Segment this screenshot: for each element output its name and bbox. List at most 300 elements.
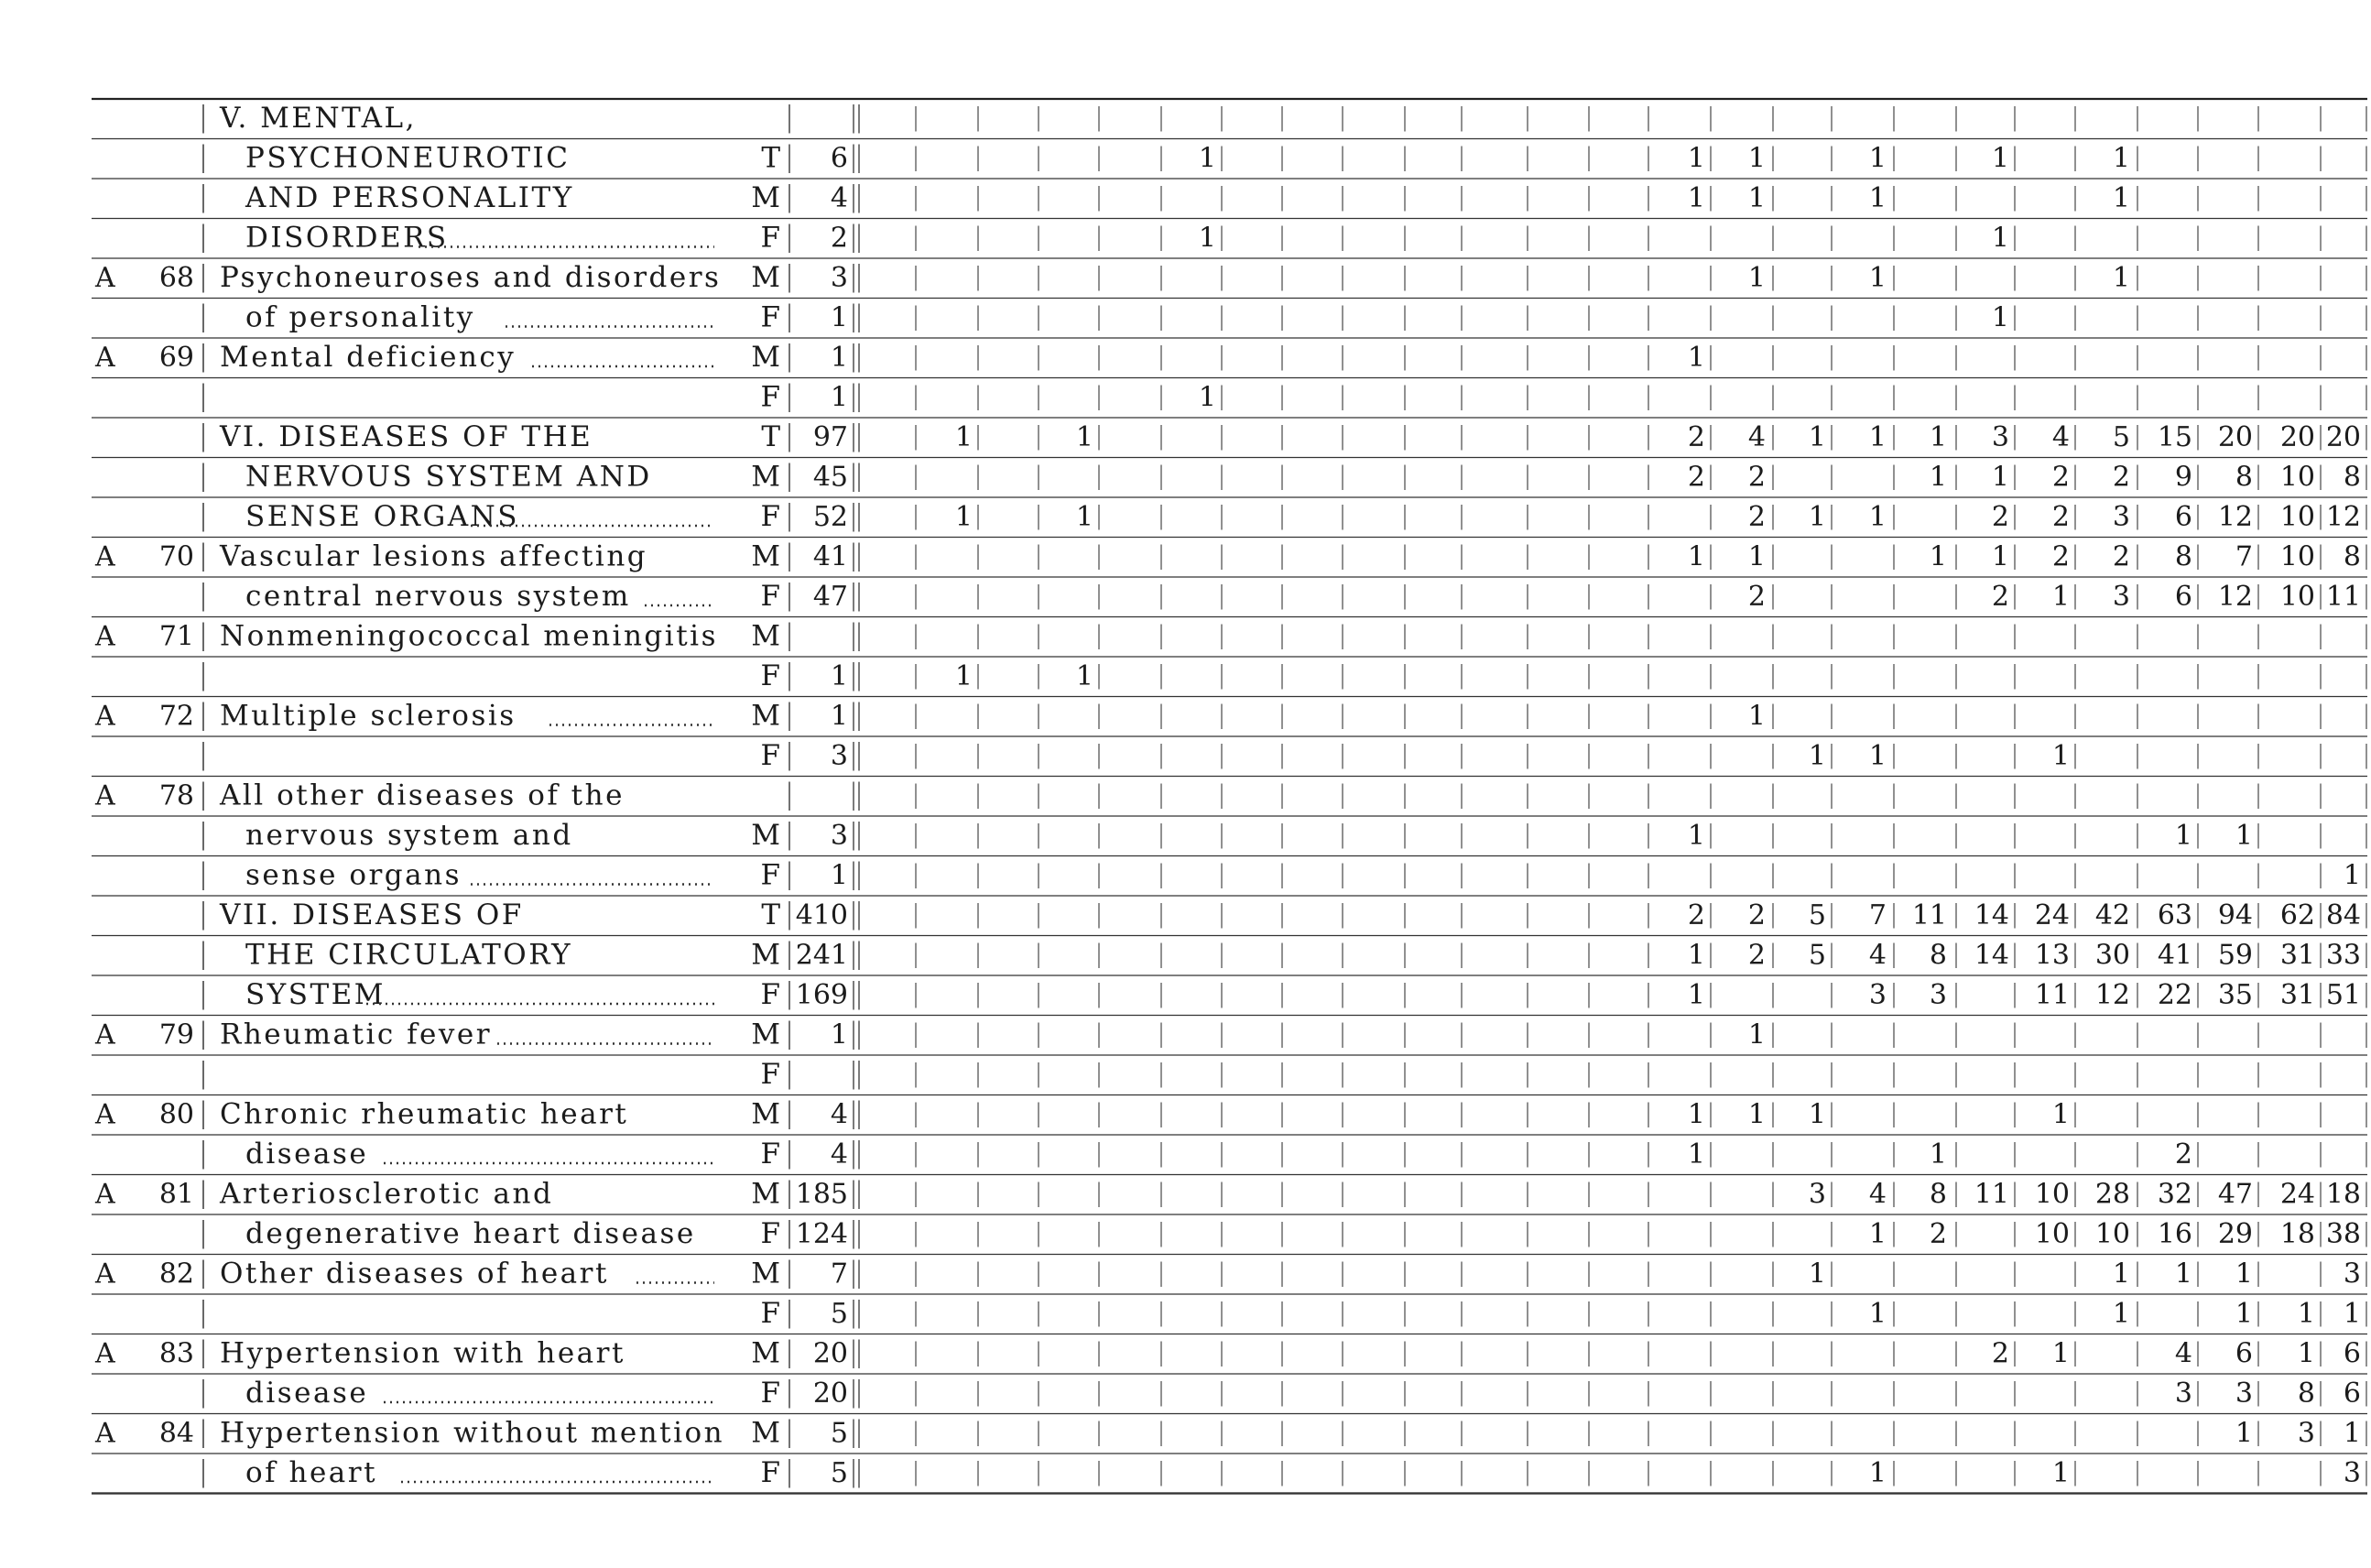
- age-count-cell: 1: [2297, 1298, 2315, 1330]
- age-count-cell: 1: [1075, 421, 1093, 453]
- age-count-cell: 1: [1687, 979, 1705, 1011]
- total-count: 4: [830, 1098, 848, 1131]
- age-count-cell: 1: [954, 421, 973, 453]
- age-count-cell: 2: [2051, 540, 2070, 573]
- table-row: [92, 859, 2367, 897]
- sex-code: T: [761, 420, 780, 453]
- table-row: [92, 939, 2367, 976]
- table-row: [92, 1456, 2367, 1494]
- age-count-cell: 1: [1198, 381, 1216, 414]
- total-count: 1: [830, 700, 848, 733]
- age-count-cell: 2: [1747, 939, 1766, 972]
- age-count-cell: 24: [2034, 899, 2070, 931]
- table-row: [92, 420, 2367, 458]
- table-row: [92, 779, 2367, 817]
- total-count: 20: [812, 1377, 848, 1410]
- sex-code: M: [751, 1257, 780, 1290]
- cause-label: SENSE ORGANS: [245, 500, 519, 533]
- table-row: [92, 819, 2367, 856]
- table-row: [92, 102, 2367, 139]
- row-code-letter: A: [95, 262, 115, 294]
- cause-label: Psychoneuroses and disorders: [220, 261, 722, 294]
- age-count-cell: 8: [2297, 1377, 2315, 1410]
- row-code-letter: A: [95, 1098, 115, 1131]
- table-row: [92, 461, 2367, 498]
- sex-code: M: [751, 1097, 780, 1131]
- age-count-cell: 15: [2157, 421, 2192, 453]
- age-count-cell: 4: [1747, 421, 1766, 453]
- table-row: [92, 580, 2367, 617]
- age-count-cell: 14: [1974, 899, 2009, 931]
- age-count-cell: 2: [2051, 461, 2070, 494]
- total-count: 3: [830, 820, 848, 852]
- total-count: 47: [812, 581, 848, 613]
- cause-label: disease: [245, 1377, 369, 1410]
- age-count-cell: 3: [1929, 979, 1947, 1011]
- total-count: 410: [795, 899, 848, 931]
- age-count-cell: 2: [2174, 1138, 2192, 1171]
- cause-label: nervous system and: [245, 819, 573, 852]
- age-count-cell: 2: [1687, 899, 1705, 931]
- age-count-cell: 10: [2094, 1218, 2130, 1250]
- age-count-cell: 8: [1929, 939, 1947, 972]
- age-count-cell: 22: [2157, 979, 2192, 1011]
- cause-label: V. MENTAL,: [220, 102, 417, 135]
- age-count-cell: 2: [1929, 1218, 1947, 1250]
- age-count-cell: 59: [2217, 939, 2253, 972]
- age-count-cell: 38: [2325, 1218, 2361, 1250]
- age-count-cell: 2: [1747, 899, 1766, 931]
- age-count-cell: 2: [1687, 461, 1705, 494]
- sex-code: M: [751, 619, 780, 653]
- age-count-cell: 1: [1929, 540, 1947, 573]
- sex-code: F: [760, 659, 780, 692]
- cause-label: NERVOUS SYSTEM AND: [245, 460, 652, 494]
- table-row: [92, 1018, 2367, 1056]
- age-count-cell: 41: [2157, 939, 2192, 972]
- sex-code: F: [760, 221, 780, 255]
- age-count-cell: 1: [1868, 1457, 1887, 1489]
- total-count: 1: [830, 342, 848, 374]
- age-count-cell: 2: [2112, 540, 2130, 573]
- total-count: 1: [830, 301, 848, 334]
- age-count-cell: 14: [1974, 939, 2009, 972]
- age-count-cell: 1: [2112, 142, 2130, 175]
- row-code-letter: A: [95, 540, 115, 573]
- total-count: 20: [812, 1337, 848, 1370]
- age-count-cell: 1: [1991, 301, 2009, 334]
- age-count-cell: 10: [2279, 501, 2315, 533]
- age-count-cell: 1: [2343, 1298, 2361, 1330]
- age-count-cell: 3: [2112, 501, 2130, 533]
- sex-code: M: [751, 699, 780, 733]
- age-count-cell: 4: [1868, 1178, 1887, 1211]
- age-count-cell: 20: [2217, 421, 2253, 453]
- age-count-cell: 12: [2217, 581, 2253, 613]
- age-count-cell: 4: [1868, 939, 1887, 972]
- total-count: 5: [830, 1298, 848, 1330]
- age-count-cell: 18: [2325, 1178, 2361, 1211]
- age-count-cell: 1: [1687, 182, 1705, 214]
- age-count-cell: 1: [2235, 1258, 2253, 1290]
- age-count-cell: 8: [2235, 461, 2253, 494]
- age-count-cell: 1: [2174, 820, 2192, 852]
- age-count-cell: 3: [2112, 581, 2130, 613]
- row-code-letter: A: [95, 620, 115, 653]
- row-code-number: 83: [158, 1337, 194, 1370]
- age-count-cell: 2: [1747, 581, 1766, 613]
- age-count-cell: 28: [2094, 1178, 2130, 1211]
- table-row: [92, 181, 2367, 219]
- cause-label: Hypertension without mention: [220, 1416, 725, 1450]
- cause-label: THE CIRCULATORY: [245, 938, 573, 972]
- age-count-cell: 1: [1808, 740, 1826, 772]
- row-code-letter: A: [95, 1178, 115, 1211]
- age-count-cell: 10: [2034, 1218, 2070, 1250]
- age-count-cell: 1: [1687, 540, 1705, 573]
- age-count-cell: 29: [2217, 1218, 2253, 1250]
- total-count: 1: [830, 660, 848, 692]
- age-count-cell: 2: [2051, 501, 2070, 533]
- sex-code: F: [760, 1138, 780, 1171]
- age-count-cell: 1: [1075, 501, 1093, 533]
- table-row: [92, 1417, 2367, 1454]
- age-count-cell: 47: [2217, 1178, 2253, 1211]
- age-count-cell: 1: [1929, 421, 1947, 453]
- age-count-cell: 13: [2034, 939, 2070, 972]
- sex-code: F: [760, 500, 780, 533]
- row-code-letter: A: [95, 700, 115, 733]
- age-count-cell: 2: [1747, 501, 1766, 533]
- row-code-letter: A: [95, 1337, 115, 1370]
- sex-code: F: [760, 1297, 780, 1330]
- age-count-cell: 3: [1991, 421, 2009, 453]
- total-count: 5: [830, 1417, 848, 1450]
- table-row: [92, 1377, 2367, 1414]
- total-count: 1: [830, 381, 848, 414]
- table-row: [92, 700, 2367, 737]
- age-count-cell: 1: [1929, 1138, 1947, 1171]
- age-count-cell: 1: [1747, 700, 1766, 733]
- total-count: 3: [830, 262, 848, 294]
- total-count: 41: [812, 540, 848, 573]
- cause-label: of personality: [245, 300, 475, 334]
- age-count-cell: 1: [1687, 342, 1705, 374]
- age-count-cell: 1: [1747, 1018, 1766, 1051]
- age-count-cell: 2: [1747, 461, 1766, 494]
- age-count-cell: 2: [1991, 1337, 2009, 1370]
- age-count-cell: 1: [1808, 501, 1826, 533]
- age-count-cell: 10: [2034, 1178, 2070, 1211]
- age-count-cell: 6: [2235, 1337, 2253, 1370]
- sex-code: M: [751, 1336, 780, 1370]
- age-count-cell: 1: [1929, 461, 1947, 494]
- cause-label: Hypertension with heart: [220, 1336, 625, 1370]
- total-count: 7: [830, 1258, 848, 1290]
- row-code-number: 69: [158, 342, 194, 374]
- age-count-cell: 35: [2217, 979, 2253, 1011]
- age-count-cell: 3: [1868, 979, 1887, 1011]
- table-row: [92, 1138, 2367, 1175]
- total-count: 4: [830, 182, 848, 214]
- row-code-letter: A: [95, 779, 115, 812]
- age-count-cell: 7: [2235, 540, 2253, 573]
- cause-label: disease: [245, 1138, 369, 1171]
- age-count-cell: 3: [2343, 1258, 2361, 1290]
- sex-code: M: [751, 1177, 780, 1211]
- cause-label: DISORDERS: [245, 221, 449, 255]
- table-row: [92, 341, 2367, 378]
- total-count: 6: [830, 142, 848, 175]
- age-count-cell: 3: [2297, 1417, 2315, 1450]
- age-count-cell: 31: [2279, 939, 2315, 972]
- total-count: 5: [830, 1457, 848, 1489]
- age-count-cell: 1: [2297, 1337, 2315, 1370]
- table-row: [92, 261, 2367, 299]
- age-count-cell: 11: [2034, 979, 2070, 1011]
- row-code-number: 79: [158, 1018, 194, 1051]
- total-count: 4: [830, 1138, 848, 1171]
- age-count-cell: 1: [1868, 1218, 1887, 1250]
- table-row: [92, 739, 2367, 777]
- sex-code: M: [751, 181, 780, 214]
- age-count-cell: 8: [2343, 540, 2361, 573]
- cause-label: VI. DISEASES OF THE: [220, 420, 593, 453]
- table-row: [92, 1297, 2367, 1334]
- age-count-cell: 1: [954, 501, 973, 533]
- sex-code: M: [751, 341, 780, 374]
- cause-label: Vascular lesions affecting: [220, 539, 648, 573]
- sex-code: F: [760, 1217, 780, 1250]
- table-row: [92, 1098, 2367, 1136]
- age-count-cell: 31: [2279, 979, 2315, 1011]
- age-count-cell: 32: [2157, 1178, 2192, 1211]
- cause-label: Multiple sclerosis: [220, 699, 517, 733]
- age-count-cell: 6: [2343, 1377, 2361, 1410]
- cause-label: Mental deficiency: [220, 341, 517, 374]
- table-row: [92, 381, 2367, 419]
- age-count-cell: 1: [2112, 1258, 2130, 1290]
- age-count-cell: 42: [2094, 899, 2130, 931]
- age-count-cell: 1: [1991, 461, 2009, 494]
- total-count: 1: [830, 859, 848, 892]
- row-code-letter: A: [95, 342, 115, 374]
- row-code-number: 70: [158, 540, 194, 573]
- age-count-cell: 12: [2325, 501, 2361, 533]
- age-count-cell: 1: [1868, 740, 1887, 772]
- age-count-cell: 1: [954, 660, 973, 692]
- cause-label: of heart: [245, 1456, 378, 1489]
- age-count-cell: 11: [1911, 899, 1947, 931]
- total-count: 52: [812, 501, 848, 533]
- age-count-cell: 1: [2235, 1417, 2253, 1450]
- age-count-cell: 3: [1808, 1178, 1826, 1211]
- row-code-letter: A: [95, 1018, 115, 1051]
- age-count-cell: 63: [2157, 899, 2192, 931]
- total-count: 169: [795, 979, 848, 1011]
- age-count-cell: 1: [2343, 859, 2361, 892]
- age-count-cell: 3: [2174, 1377, 2192, 1410]
- cause-label: PSYCHONEUROTIC: [245, 141, 571, 175]
- cause-label: Nonmeningococcal meningitis: [220, 619, 718, 653]
- age-count-cell: 5: [2112, 421, 2130, 453]
- table-row: [92, 1178, 2367, 1215]
- row-code-letter: A: [95, 1258, 115, 1290]
- sex-code: T: [761, 141, 780, 175]
- age-count-cell: 10: [2279, 461, 2315, 494]
- age-count-cell: 51: [2325, 979, 2361, 1011]
- table-row: [92, 978, 2367, 1016]
- sex-code: M: [751, 1018, 780, 1051]
- age-count-cell: 5: [1808, 899, 1826, 931]
- table-row: [92, 1058, 2367, 1095]
- age-count-cell: 8: [2343, 461, 2361, 494]
- age-count-cell: 1: [1991, 142, 2009, 175]
- total-count: 97: [812, 421, 848, 453]
- age-count-cell: 1: [2112, 182, 2130, 214]
- age-count-cell: 4: [2051, 421, 2070, 453]
- table-row: [92, 659, 2367, 697]
- row-code-number: 81: [158, 1178, 194, 1211]
- sex-code: T: [761, 898, 780, 931]
- row-code-number: 71: [158, 620, 194, 653]
- cause-label: VII. DISEASES OF: [220, 898, 524, 931]
- age-count-cell: 11: [2325, 581, 2361, 613]
- row-code-number: 80: [158, 1098, 194, 1131]
- age-count-cell: 2: [2112, 461, 2130, 494]
- table-row: [92, 540, 2367, 578]
- age-count-cell: 84: [2325, 899, 2361, 931]
- cause-label: central nervous system: [245, 580, 631, 613]
- age-count-cell: 11: [1974, 1178, 2009, 1211]
- age-count-cell: 1: [1808, 1258, 1826, 1290]
- sex-code: F: [760, 300, 780, 334]
- sex-code: M: [751, 460, 780, 494]
- age-count-cell: 1: [1991, 222, 2009, 255]
- age-count-cell: 6: [2174, 581, 2192, 613]
- age-count-cell: 1: [1868, 142, 1887, 175]
- table-row: [92, 1217, 2367, 1255]
- total-count: 3: [830, 740, 848, 772]
- total-count: 1: [830, 1018, 848, 1051]
- age-count-cell: 1: [1198, 222, 1216, 255]
- sex-code: F: [760, 1456, 780, 1489]
- age-count-cell: 1: [2051, 740, 2070, 772]
- total-count: 124: [795, 1218, 848, 1250]
- age-count-cell: 1: [1075, 660, 1093, 692]
- sex-code: F: [760, 1058, 780, 1091]
- age-count-cell: 33: [2325, 939, 2361, 972]
- sex-code: F: [760, 858, 780, 892]
- age-count-cell: 10: [2279, 540, 2315, 573]
- sex-code: M: [751, 539, 780, 573]
- age-count-cell: 18: [2279, 1218, 2315, 1250]
- age-count-cell: 1: [2235, 1298, 2253, 1330]
- age-count-cell: 1: [1868, 182, 1887, 214]
- age-count-cell: 2: [1991, 581, 2009, 613]
- age-count-cell: 20: [2279, 421, 2315, 453]
- row-code-number: 82: [158, 1258, 194, 1290]
- age-count-cell: 6: [2343, 1337, 2361, 1370]
- cause-label: SYSTEM: [245, 978, 386, 1011]
- age-count-cell: 2: [1991, 501, 2009, 533]
- cause-label: Chronic rheumatic heart: [220, 1097, 629, 1131]
- total-count: 241: [795, 939, 848, 972]
- age-count-cell: 1: [1868, 501, 1887, 533]
- age-count-cell: 1: [1687, 939, 1705, 972]
- cause-label: Arteriosclerotic and: [220, 1177, 554, 1211]
- age-count-cell: 6: [2174, 501, 2192, 533]
- table-row: [92, 1258, 2367, 1295]
- cause-label: All other diseases of the: [220, 779, 625, 812]
- total-count: 45: [812, 461, 848, 494]
- table-row: [92, 1337, 2367, 1375]
- total-count: 185: [795, 1178, 848, 1211]
- row-code-number: 78: [158, 779, 194, 812]
- age-count-cell: 1: [2174, 1258, 2192, 1290]
- age-count-cell: 1: [2051, 1457, 2070, 1489]
- age-count-cell: 1: [1687, 820, 1705, 852]
- age-count-cell: 1: [1687, 142, 1705, 175]
- age-count-cell: 62: [2279, 899, 2315, 931]
- row-code-number: 68: [158, 262, 194, 294]
- age-count-cell: 1: [2235, 820, 2253, 852]
- age-count-cell: 1: [1687, 1098, 1705, 1131]
- age-count-cell: 30: [2094, 939, 2130, 972]
- age-count-cell: 1: [2112, 1298, 2130, 1330]
- age-count-cell: 4: [2174, 1337, 2192, 1370]
- sex-code: F: [760, 580, 780, 613]
- sex-code: F: [760, 380, 780, 414]
- row-code-number: 72: [158, 700, 194, 733]
- age-count-cell: 1: [2343, 1417, 2361, 1450]
- cause-label: AND PERSONALITY: [245, 181, 574, 214]
- row-code-number: 84: [158, 1417, 194, 1450]
- cause-label: sense organs: [245, 858, 462, 892]
- age-count-cell: 1: [1808, 1098, 1826, 1131]
- table-row: [92, 500, 2367, 538]
- cause-label: Other diseases of heart: [220, 1257, 609, 1290]
- age-count-cell: 1: [1687, 1138, 1705, 1171]
- age-count-cell: 1: [2112, 262, 2130, 294]
- age-count-cell: 5: [1808, 939, 1826, 972]
- age-count-cell: 1: [1747, 182, 1766, 214]
- age-count-cell: 1: [1808, 421, 1826, 453]
- age-count-cell: 1: [1747, 540, 1766, 573]
- total-count: 2: [830, 222, 848, 255]
- age-count-cell: 7: [1868, 899, 1887, 931]
- sex-code: M: [751, 1416, 780, 1450]
- age-count-cell: 1: [1868, 262, 1887, 294]
- age-count-cell: 1: [2051, 1337, 2070, 1370]
- sex-code: M: [751, 938, 780, 972]
- age-count-cell: 10: [2279, 581, 2315, 613]
- age-count-cell: 12: [2094, 979, 2130, 1011]
- age-count-cell: 9: [2174, 461, 2192, 494]
- age-count-cell: 16: [2157, 1218, 2192, 1250]
- age-count-cell: 8: [2174, 540, 2192, 573]
- cause-label: Rheumatic fever: [220, 1018, 493, 1051]
- row-code-letter: A: [95, 1417, 115, 1450]
- age-count-cell: 24: [2279, 1178, 2315, 1211]
- age-count-cell: 1: [1868, 421, 1887, 453]
- table-row: [92, 142, 2367, 180]
- sex-code: M: [751, 261, 780, 294]
- age-count-cell: 1: [1868, 1298, 1887, 1330]
- age-count-cell: 1: [1198, 142, 1216, 175]
- age-count-cell: 1: [1747, 262, 1766, 294]
- sex-code: F: [760, 1377, 780, 1410]
